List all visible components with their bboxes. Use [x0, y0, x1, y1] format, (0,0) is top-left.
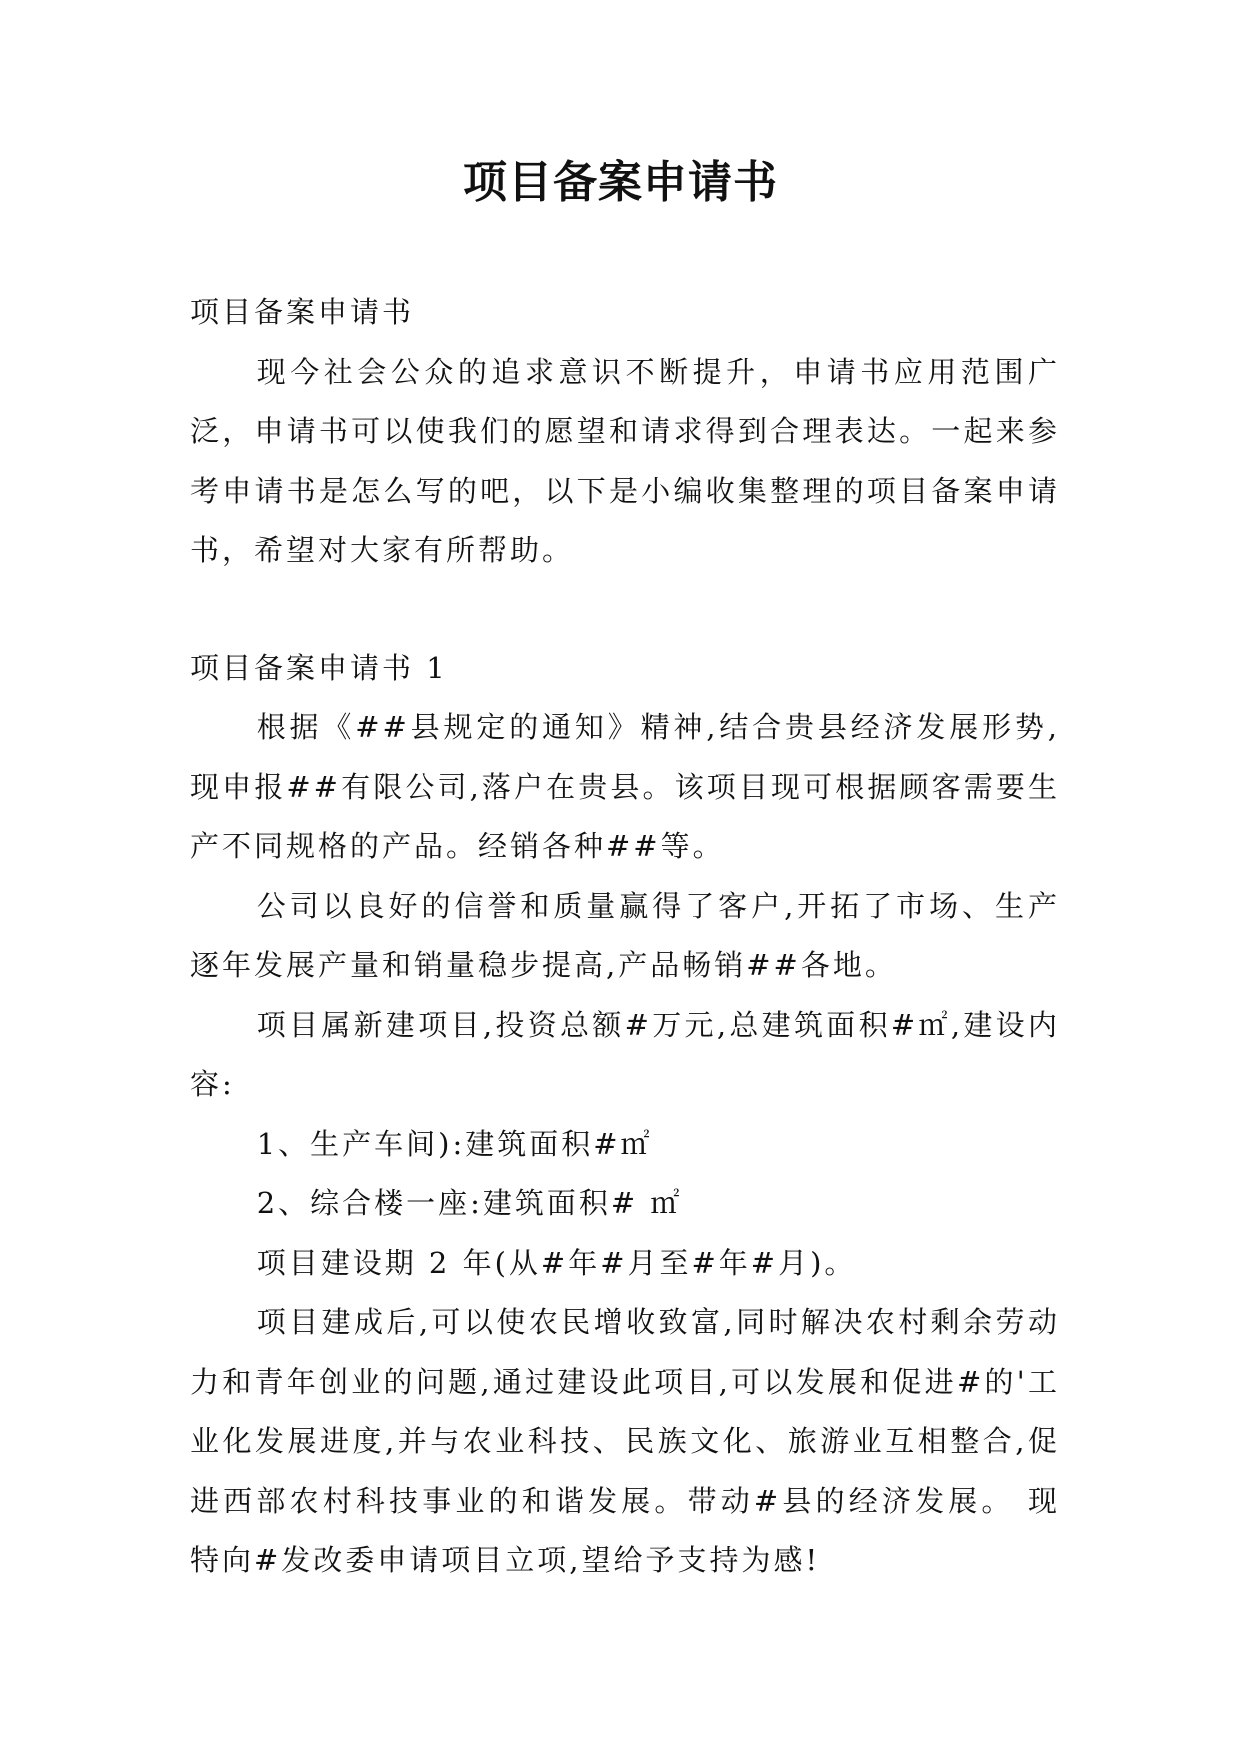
- section-1-paragraph: 项目建设期 2 年(从#年#月至#年#月)。: [256, 1245, 857, 1280]
- section-1-paragraph: 项目建成后,可以使农民增收致富,同时解决农村剩余劳动力和青年创业的问题,通过建设此项目,可以发展和促进#的'工业化发展进度,并与农业科技、民族文化、旅游业互相整合,促进西部农村科技事业的和谐发展。带动#县的经济发展。 现特向#发改委申请项目立项,望给予支持为感!: [190, 1305, 1060, 1577]
- section-1-paragraph: 项目属新建项目,投资总额#万元,总建筑面积#㎡,建设内容:: [190, 1007, 1060, 1101]
- section-spacer: [190, 581, 1060, 639]
- section-1-paragraph: 根据《##县规定的通知》精神,结合贵县经济发展形势,现申报##有限公司,落户在贵县。该项目现可根据顾客需要生产不同规格的产品。经销各种##等。: [190, 710, 1060, 863]
- document-body: [190, 283, 1060, 1591]
- section-1-list-item: 1、生产车间):建筑面积#㎡: [256, 1126, 653, 1161]
- document-title: 项目备案申请书: [463, 157, 778, 208]
- intro-paragraph: 现今社会公众的追求意识不断提升，申请书应用范围广泛，申请书可以使我们的愿望和请求得到合理表达。一起来参考申请书是怎么写的吧，以下是小编收集整理的项目备案申请书，希望对大家有所帮助。: [190, 354, 1060, 567]
- section-1-heading: 项目备案申请书 1: [190, 650, 448, 685]
- section-1-paragraph: 公司以良好的信誉和质量赢得了客户,开拓了市场、生产逐年发展产量和销量稳步提高,产品畅销##各地。: [190, 888, 1060, 982]
- section-1-list-item: 2、综合楼一座:建筑面积# ㎡: [256, 1186, 683, 1220]
- intro-heading: 项目备案申请书: [190, 295, 415, 329]
